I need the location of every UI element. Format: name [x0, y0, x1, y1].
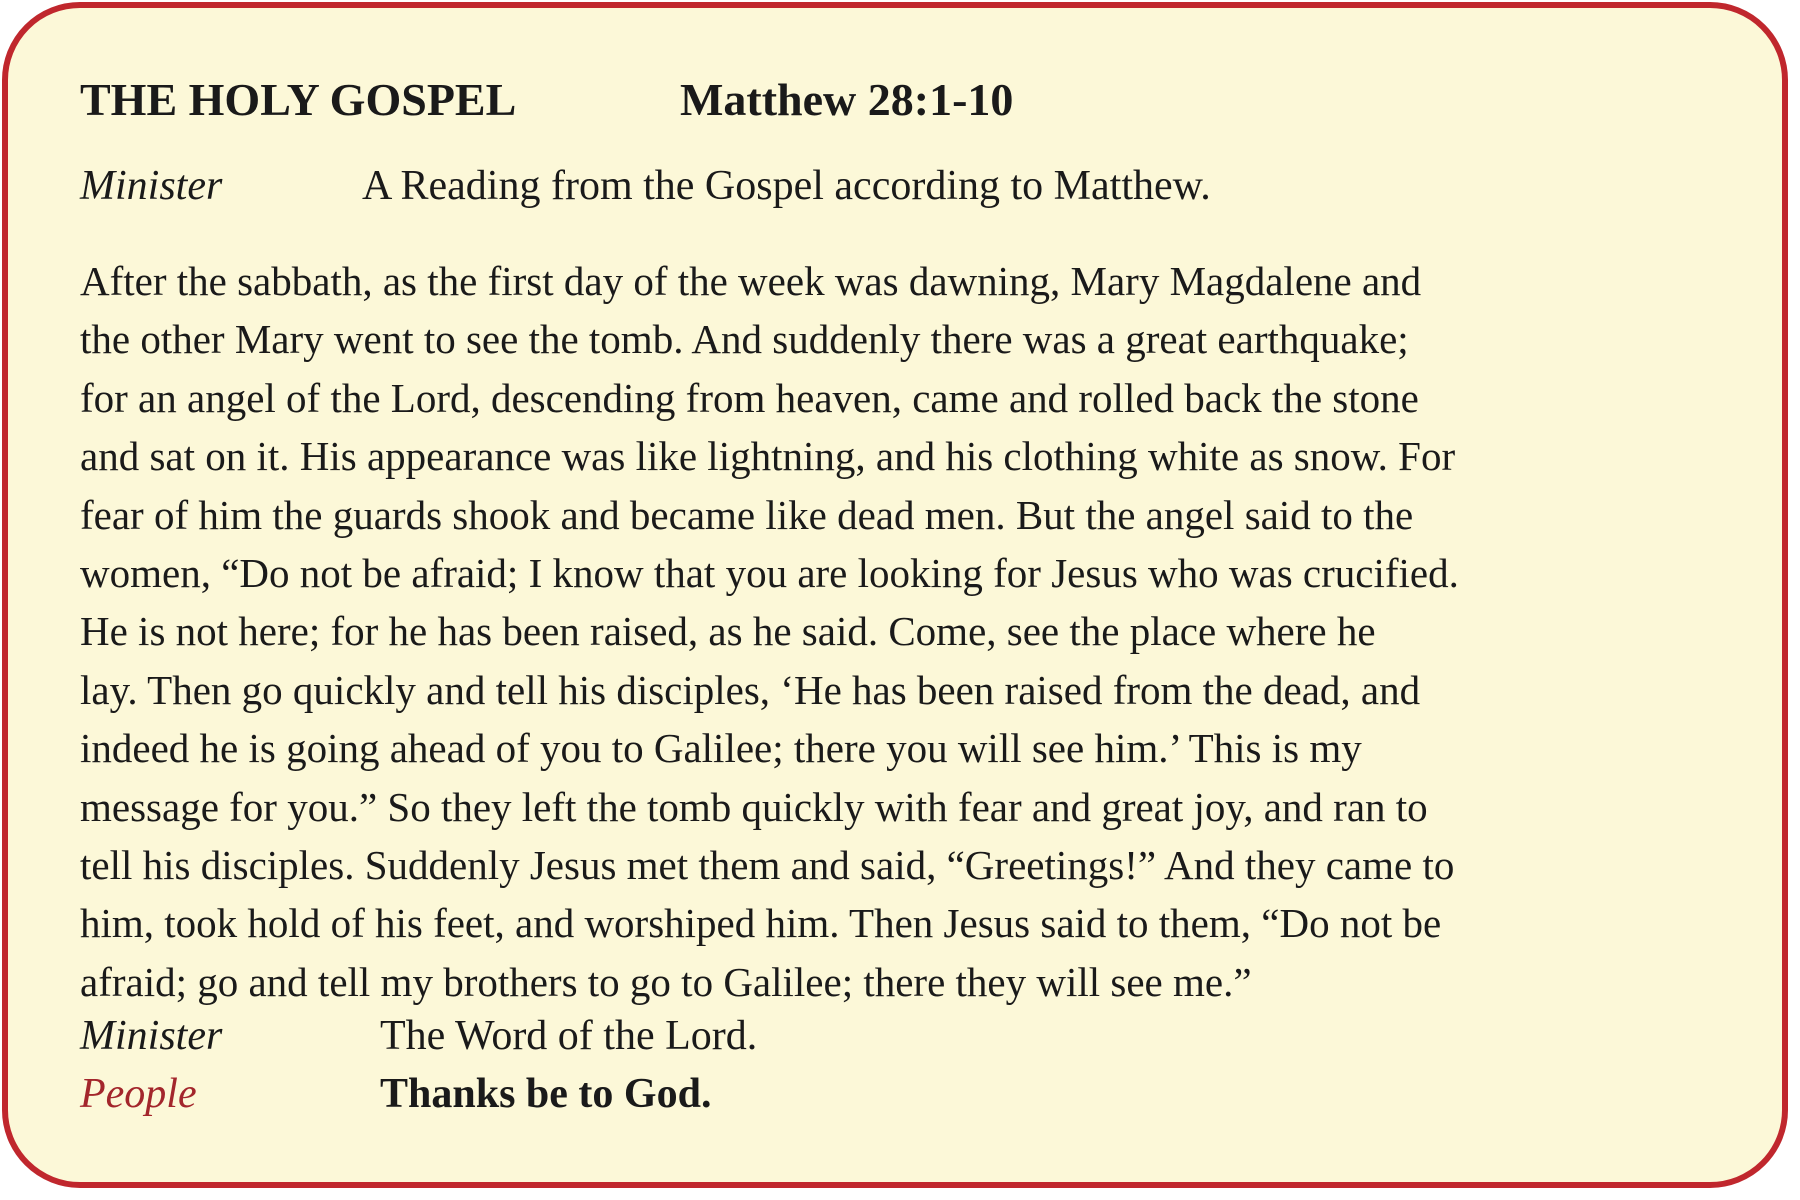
reading-line: him, took hold of his feet, and worshiped him. Then Jesus said to them, “Do not be [80, 900, 1442, 947]
gospel-reading-text [80, 252, 1459, 1011]
reading-line: lay. Then go quickly and tell his disciples, ‘He has been raised from the dead, and [80, 666, 1421, 713]
reading-line: message for you.” So they left the tomb quickly with fear and great joy, and ran to [80, 783, 1428, 830]
reading-line: fear of him the guards shook and became like dead men. But the angel said to the [80, 491, 1414, 538]
reading-line: He is not here; for he has been raised, as he said. Come, see the place where he [80, 608, 1376, 655]
scripture-reference: Matthew 28:1-10 [680, 74, 1014, 125]
reading-line: indeed he is going ahead of you to Galilee; there you will see him.’ This is my [80, 725, 1362, 772]
gospel-title: THE HOLY GOSPEL [80, 74, 517, 125]
reading-line: for an angel of the Lord, descending from heaven, came and rolled back the stone [80, 374, 1419, 421]
gospel-reading-card [2, 2, 1788, 1188]
minister-response: The Word of the Lord. [380, 1013, 758, 1059]
reading-line: After the sabbath, as the first day of the week was dawning, Mary Magdalene and [80, 258, 1422, 304]
reading-line: and sat on it. His appearance was like lightning, and his clothing white as snow. For [80, 433, 1456, 480]
people-response: Thanks be to God. [380, 1071, 712, 1117]
reading-line: the other Mary went to see the tomb. And suddenly there was a great earthquake; [80, 316, 1409, 363]
reading-line: tell his disciples. Suddenly Jesus met them and said, “Greetings!” And they came to [80, 841, 1455, 888]
minister-rubric: Minister [80, 163, 223, 209]
reading-line: women, “Do not be afraid; I know that you are looking for Jesus who was crucified. [80, 549, 1459, 596]
announcement-text: A Reading from the Gospel according to Matthew. [362, 163, 1211, 209]
reading-line: afraid; go and tell my brothers to go to Galilee; there they will see me.” [80, 958, 1252, 1005]
people-rubric: People [80, 1071, 197, 1117]
minister-rubric: Minister [80, 1013, 223, 1059]
